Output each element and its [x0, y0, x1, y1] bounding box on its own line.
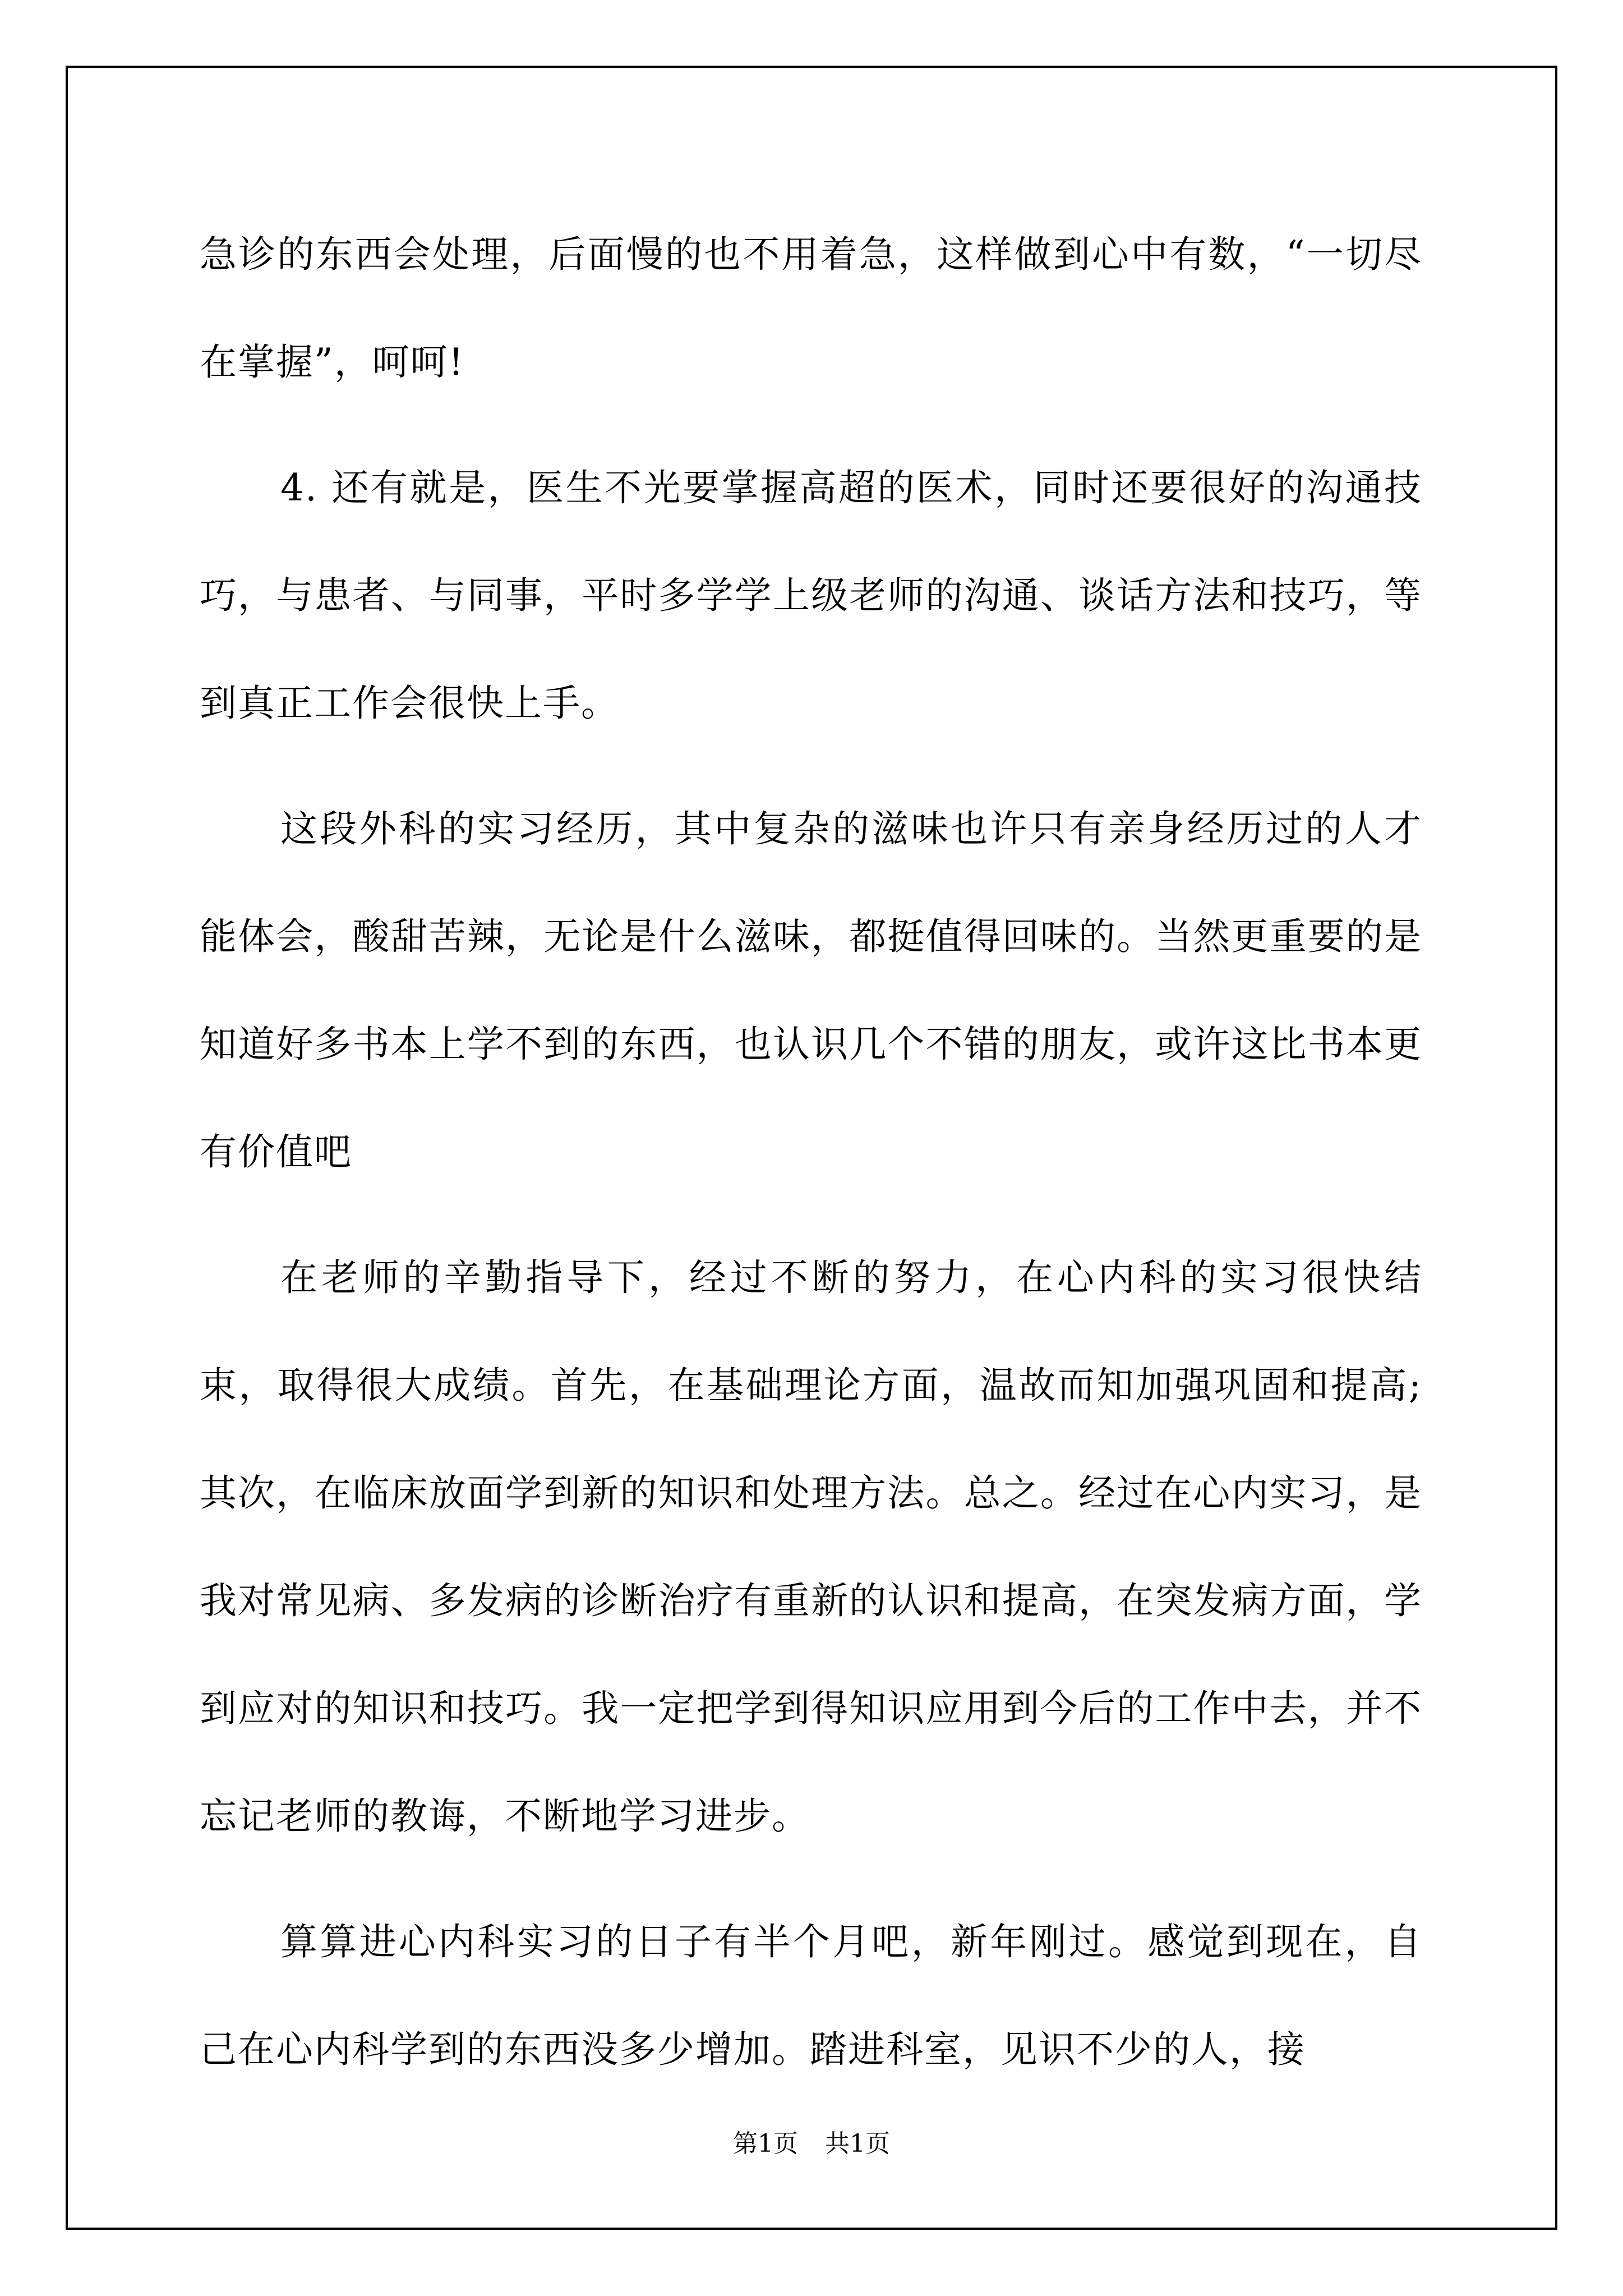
document-body [200, 201, 1422, 2122]
page-footer [0, 2123, 1623, 2159]
paragraph-3: 这段外科的实习经历，其中复杂的滋味也许只有亲身经历过的人才能体会，酸甜苦辣，无论是什么滋味，都挺值得回味的。当然更重要的是知道好多书本上学不到的东西，也认识几个不错的朋友，或许这比书本更有价值吧 [200, 807, 1422, 1174]
paragraph-2: 4. 还有就是，医生不光要掌握高超的医术，同时还要很好的沟通技巧，与患者、与同事，平时多学学上级老师的沟通、谈话方法和技巧，等到真正工作会很快上手。 [200, 466, 1422, 725]
paragraph-1: 急诊的东西会处理，后面慢的也不用着急，这样做到心中有数，“一切尽在掌握”，呵呵! [200, 233, 1422, 384]
page-total: 共1页 [825, 2129, 890, 2158]
paragraph-4: 在老师的辛勤指导下，经过不断的努力，在心内科的实习很快结束，取得很大成绩。首先，在基础理论方面，温故而知加强巩固和提高;其次，在临床放面学到新的知识和处理方法。总之。经过在心内实习，是我对常见病、多发病的诊断治疗有重新的认识和提高，在突发病方面，学到应对的知识和技巧。我一定把学到得知识应用到今后的工作中去，并不忘记老师的教诲，不断地学习进步。 [200, 1256, 1422, 1838]
page-number: 第1页 [733, 2129, 798, 2158]
paragraph-5: 算算进心内科实习的日子有半个月吧，新年刚过。感觉到现在，自己在心内科学到的东西没多少增加。踏进科室，见识不少的人，接 [200, 1920, 1422, 2071]
